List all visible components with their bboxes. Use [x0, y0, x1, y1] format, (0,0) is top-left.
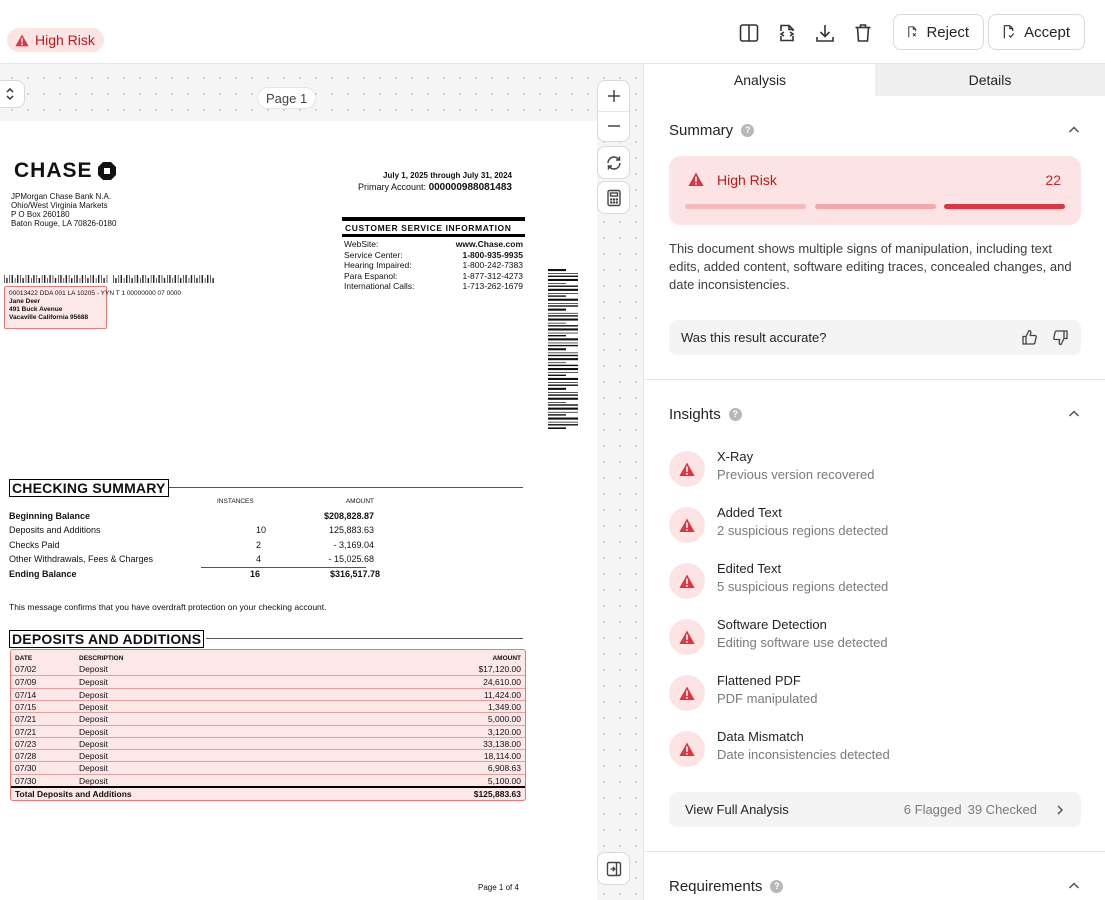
- insight-subtitle: Editing software use detected: [717, 635, 888, 650]
- deposit-amount: 3,120.00: [487, 726, 521, 737]
- page-indicator: Page 1: [257, 87, 316, 109]
- collapse-panel-button[interactable]: [597, 852, 630, 885]
- insight-item[interactable]: [669, 727, 1081, 771]
- summary-instances: 10: [256, 525, 267, 535]
- csi-row: [342, 260, 525, 271]
- deposit-description: Deposit: [79, 689, 108, 700]
- bank-address-line: Ohio/West Virginia Markets: [11, 201, 108, 210]
- section-rule: [206, 638, 523, 639]
- deposit-row: [11, 675, 525, 687]
- deposit-description: Deposit: [79, 751, 108, 762]
- page-footer: Page 1 of 4: [478, 883, 519, 892]
- csi-value: www.Chase.com: [455, 239, 523, 249]
- summary-col-instances: INSTANCES: [217, 498, 254, 505]
- deposit-date: 07/21: [15, 714, 37, 725]
- feedback-bar: [669, 320, 1081, 355]
- thumbs-up-icon[interactable]: [1021, 329, 1038, 346]
- summary-instances: 16: [250, 569, 261, 579]
- warning-badge-icon: [669, 451, 705, 487]
- rotate-icon: [605, 154, 623, 172]
- summary-amount: 125,883.63: [328, 525, 374, 535]
- summary-row: [9, 540, 374, 554]
- section-divider: [645, 851, 1105, 852]
- deposits-total-amount: $125,883.63: [473, 789, 521, 799]
- bank-logo: [14, 159, 117, 183]
- panel-tabs: [645, 64, 1105, 96]
- warning-icon: [688, 172, 704, 187]
- insight-title: X-Ray: [717, 449, 754, 464]
- deposit-description: Deposit: [79, 664, 108, 674]
- help-icon[interactable]: ?: [729, 408, 742, 421]
- deposit-amount: 5,100.00: [487, 775, 521, 786]
- account-number: 000000988081483: [428, 182, 512, 193]
- deposit-row: [11, 663, 525, 675]
- warning-badge-icon: [669, 675, 705, 711]
- plus-icon: [607, 89, 621, 103]
- trash-icon[interactable]: [850, 20, 876, 46]
- deposit-description: Deposit: [79, 714, 108, 725]
- page-navigator-button[interactable]: [0, 80, 25, 108]
- customer-street: 491 Buck Avenue: [9, 306, 63, 313]
- csi-value: 1-877-312-4273: [462, 270, 523, 281]
- deposit-amount: 5,000.00: [487, 714, 521, 725]
- chevron-right-icon: [1055, 804, 1065, 816]
- deposit-row: [11, 725, 525, 737]
- split-view-icon[interactable]: [736, 20, 762, 46]
- deposit-row: [11, 700, 525, 712]
- risk-meter-segment: [685, 204, 806, 209]
- zoom-in-button[interactable]: [598, 81, 629, 111]
- top-bar: [0, 0, 1105, 64]
- csi-label: WebSite:: [344, 239, 379, 249]
- deposit-amount: 6,908.63: [487, 763, 521, 774]
- thumbs-down-icon[interactable]: [1052, 329, 1069, 346]
- deposit-row: [11, 774, 525, 786]
- csi-label: Para Espanol:: [344, 270, 398, 281]
- account-label: Primary Account:: [358, 182, 427, 192]
- reject-button[interactable]: [893, 14, 984, 50]
- csi-row: [342, 281, 525, 292]
- insight-title: Added Text: [717, 505, 782, 520]
- insight-subtitle: Date inconsistencies detected: [717, 747, 890, 762]
- deposit-date: 07/09: [15, 677, 37, 688]
- risk-score-card: [669, 156, 1081, 225]
- help-icon[interactable]: ?: [741, 124, 754, 137]
- risk-status-badge: [7, 28, 104, 52]
- csi-label: Hearing Impaired:: [344, 260, 412, 270]
- insight-title: Edited Text: [717, 561, 782, 576]
- summary-amount: $208,828.87: [323, 511, 374, 521]
- bank-address-line: P O Box 260180: [11, 210, 70, 219]
- deposit-amount: 1,349.00: [487, 701, 521, 712]
- zoom-controls: [597, 80, 630, 142]
- deposit-row: [11, 761, 525, 773]
- chevron-up-icon[interactable]: [1067, 123, 1081, 137]
- csi-row: [342, 271, 525, 282]
- risk-level-label: High Risk: [717, 172, 777, 188]
- feedback-question: Was this result accurate?: [681, 330, 827, 345]
- minus-icon: [607, 119, 621, 133]
- summary-heading: Summary: [669, 121, 734, 139]
- chevron-up-down-icon: [4, 87, 16, 101]
- deposits-col-description: DESCRIPTION: [79, 655, 124, 662]
- deposit-amount: $17,120.00: [478, 664, 521, 674]
- warning-badge-icon: [669, 507, 705, 543]
- statement-period: July 1, 2025 through July 31, 2024: [383, 171, 512, 180]
- csi-title: CUSTOMER SERVICE INFORMATION: [345, 223, 512, 233]
- deposit-date: 07/02: [15, 664, 37, 674]
- summary-amount: - 15,025.68: [328, 554, 374, 564]
- bank-address: [11, 192, 116, 228]
- insight-title: Software Detection: [717, 617, 827, 632]
- checked-count: 39 Checked: [967, 802, 1037, 817]
- warning-badge-icon: [669, 619, 705, 655]
- file-check-icon: [1001, 23, 1016, 41]
- reject-button-label: Reject: [926, 23, 969, 41]
- deposit-description: Deposit: [79, 677, 108, 688]
- summary-row: [9, 511, 374, 525]
- requirements-section-header[interactable]: [669, 875, 1081, 897]
- deposits-col-date: DATE: [15, 655, 33, 662]
- vertical-barcode: [548, 269, 578, 429]
- risk-meter-segment: [944, 204, 1065, 209]
- csi-value: 1-713-262-1679: [462, 281, 523, 291]
- deposit-date: 07/21: [15, 726, 37, 737]
- deposit-description: Deposit: [79, 701, 108, 712]
- summary-instances: 2: [256, 540, 262, 550]
- deposit-date: 07/30: [15, 763, 37, 774]
- deposit-description: Deposit: [79, 763, 108, 774]
- file-x-icon: [906, 23, 918, 41]
- accept-button[interactable]: [988, 14, 1085, 50]
- deposit-description: Deposit: [79, 726, 108, 737]
- summary-section-header[interactable]: [669, 119, 1081, 141]
- csi-label: International Calls:: [344, 281, 415, 291]
- insights-heading: Insights: [669, 405, 721, 423]
- deposit-amount: 18,114.00: [483, 751, 521, 762]
- deposit-date: 07/28: [15, 751, 37, 762]
- summary-instances: 4: [256, 554, 262, 564]
- deposit-date: 07/23: [15, 738, 37, 749]
- summary-label: Ending Balance: [9, 569, 77, 579]
- account-info: [358, 182, 512, 193]
- insight-subtitle: 5 suspicious regions detected: [717, 579, 889, 594]
- deposit-description: Deposit: [79, 738, 108, 749]
- deposit-date: 07/30: [15, 775, 37, 786]
- deposit-row: [11, 737, 525, 749]
- insight-item[interactable]: [669, 671, 1081, 715]
- deposit-row: [11, 712, 525, 724]
- deposit-row: [11, 688, 525, 700]
- customer-address-highlight[interactable]: [4, 286, 182, 329]
- insight-title: Data Mismatch: [717, 729, 804, 744]
- summary-label: Other Withdrawals, Fees & Charges: [9, 554, 154, 564]
- section-rule: [168, 487, 523, 488]
- risk-score: 22: [1045, 172, 1061, 188]
- summary-row: [9, 569, 380, 583]
- csi-row: [342, 239, 525, 250]
- zoom-out-button[interactable]: [598, 111, 629, 142]
- flagged-count: 6 Flagged: [903, 802, 962, 817]
- deposit-description: Deposit: [79, 775, 108, 786]
- deposit-amount: 33,138.00: [483, 738, 521, 749]
- insight-item[interactable]: [669, 615, 1081, 659]
- summary-col-amount: AMOUNT: [345, 498, 374, 505]
- summary-header-row: [9, 498, 374, 512]
- warning-badge-icon: [669, 563, 705, 599]
- warning-icon: [15, 34, 29, 47]
- deposits-total-label: Total Deposits and Additions: [15, 789, 132, 799]
- requirements-heading: Requirements: [669, 877, 763, 895]
- insight-subtitle: 2 suspicious regions detected: [717, 523, 889, 538]
- deposits-total-row: [11, 786, 525, 800]
- chase-octagon-icon: [97, 161, 117, 181]
- insight-item[interactable]: [669, 447, 1081, 491]
- csi-label: Service Center:: [344, 249, 403, 260]
- calculator-button[interactable]: [597, 181, 630, 214]
- postal-barcode: [113, 275, 215, 283]
- calculator-icon: [606, 189, 622, 207]
- insights-section-header[interactable]: [669, 403, 1081, 425]
- customer-service-info: [342, 217, 525, 292]
- csi-row: [342, 250, 525, 261]
- insight-subtitle: PDF manipulated: [717, 691, 818, 706]
- insight-item[interactable]: [669, 559, 1081, 603]
- file-code-icon[interactable]: [774, 20, 800, 46]
- insight-item[interactable]: [669, 503, 1081, 547]
- insight-title: Flattened PDF: [717, 673, 801, 688]
- statement-page: [0, 121, 597, 900]
- checking-summary-title: CHECKING SUMMARY: [9, 479, 169, 497]
- customer-code: 00013422 DDA 001 LA 10205 - YYN T 1 00000000 07 0000: [9, 290, 182, 297]
- chevron-up-icon[interactable]: [1067, 407, 1081, 421]
- bank-name: CHASE: [14, 159, 93, 182]
- deposit-row: [11, 749, 525, 761]
- risk-status-label: High Risk: [35, 32, 95, 48]
- summary-label: Deposits and Additions: [9, 525, 101, 535]
- customer-city: Vacaville California 95688: [9, 314, 89, 321]
- download-icon[interactable]: [812, 20, 838, 46]
- deposits-col-amount: AMOUNT: [492, 655, 521, 662]
- deposit-amount: 24,610.00: [483, 677, 521, 688]
- summary-label: Checks Paid: [9, 540, 60, 550]
- deposits-highlight[interactable]: [10, 649, 526, 801]
- summary-row: [9, 554, 374, 568]
- summary-row: [9, 525, 374, 539]
- view-full-analysis-button[interactable]: [669, 792, 1081, 827]
- summary-amount: $316,517.78: [329, 569, 380, 579]
- customer-name: Jane Deer: [9, 298, 41, 305]
- tab-analysis[interactable]: Analysis: [645, 64, 875, 96]
- help-icon[interactable]: ?: [770, 880, 783, 893]
- analysis-panel: [645, 64, 1105, 900]
- postal-barcode: [4, 275, 108, 283]
- deposit-date: 07/14: [15, 689, 37, 700]
- csi-value: 1-800-242-7383: [462, 260, 523, 270]
- accept-button-label: Accept: [1024, 23, 1070, 41]
- risk-meter-segment: [815, 204, 936, 209]
- summary-label: Beginning Balance: [9, 511, 91, 521]
- warning-badge-icon: [669, 731, 705, 767]
- summary-amount: - 3,169.04: [333, 540, 374, 550]
- overdraft-note: This message confirms that you have overdraft protection on your checking account.: [9, 602, 327, 612]
- insight-subtitle: Previous version recovered: [717, 467, 875, 482]
- tab-details[interactable]: Details: [875, 64, 1105, 96]
- bank-address-line: JPMorgan Chase Bank N.A.: [11, 192, 112, 201]
- section-divider: [645, 379, 1105, 380]
- deposit-amount: 11,424.00: [483, 689, 521, 700]
- panel-collapse-icon: [606, 861, 622, 877]
- deposits-title: DEPOSITS AND ADDITIONS: [9, 630, 204, 648]
- deposit-date: 07/15: [15, 701, 37, 712]
- document-viewer[interactable]: [0, 64, 644, 900]
- chevron-up-icon[interactable]: [1067, 879, 1081, 893]
- csi-value: 1-800-935-9935: [462, 249, 523, 260]
- bank-address-line: Baton Rouge, LA 70826-0180: [11, 219, 117, 228]
- rotate-button[interactable]: [597, 146, 630, 179]
- view-full-label: View Full Analysis: [685, 802, 789, 817]
- summary-description: This document shows multiple signs of manipulation, including text edits, added content, software editing traces, concealed changes, and date inconsistencies.: [669, 241, 1072, 292]
